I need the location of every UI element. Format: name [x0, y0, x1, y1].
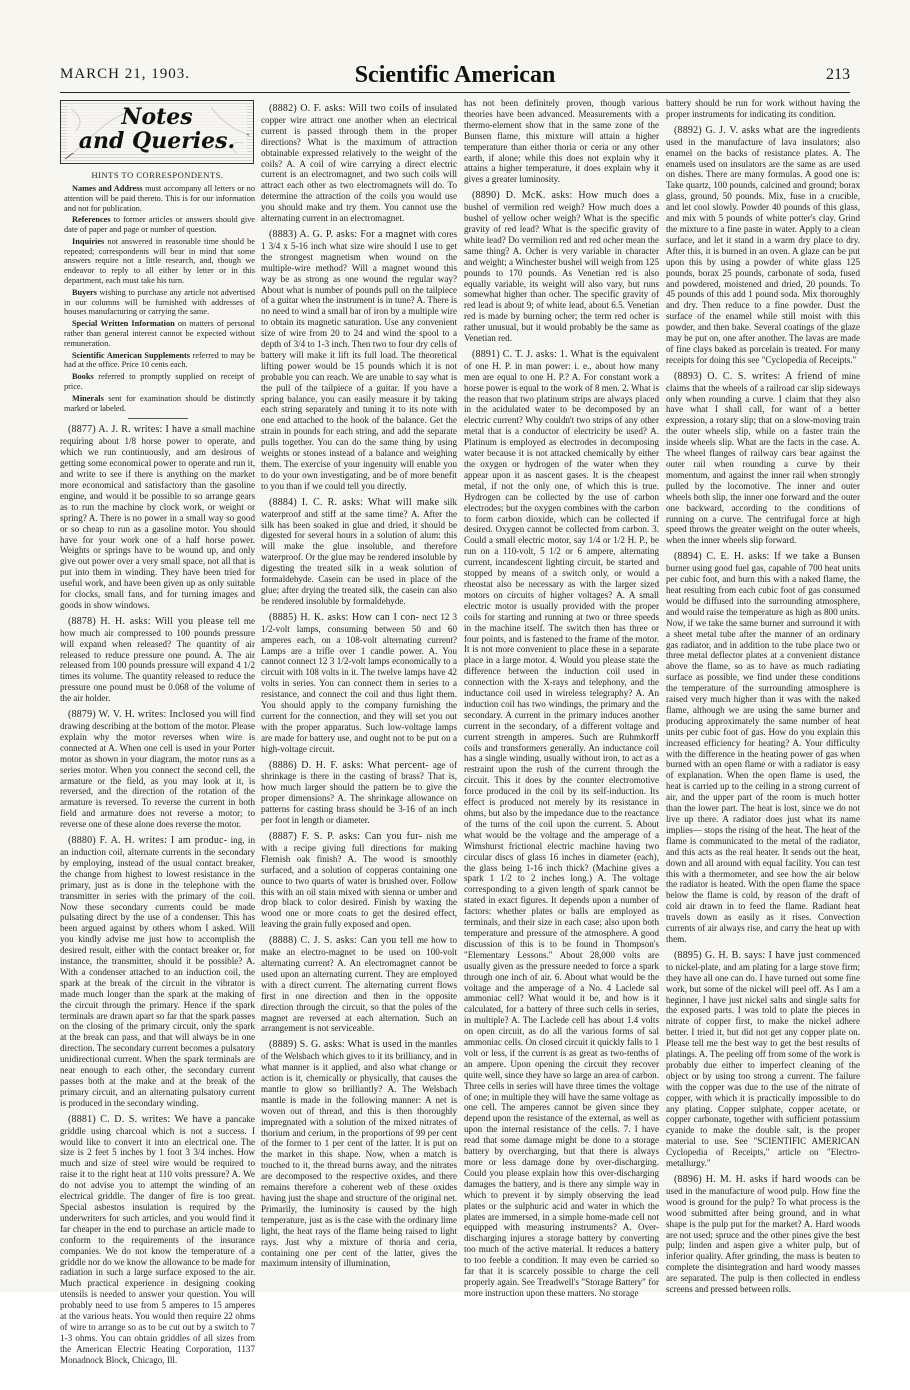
hint-text: wishing to purchase any article not advertised in our columns will be furnished with addresses of houses manufacturing or carrying the same. — [64, 287, 255, 317]
query-text: has not been definitely proven, though various theories have been advanced. Measurements with a thermo-element show that in the same zone of the Bunsen flame, this mixture will attain a higher temperature than either thoria or ceria or any other earth, if alone; while this does not explain why it attains a higher temperature, it does explain why it gives a greater luminosity. — [464, 98, 659, 185]
query-paragraph — [464, 349, 659, 1299]
query-paragraph — [666, 371, 860, 547]
query-heading: (8891) C. T. J. asks: 1. What is the — [472, 348, 619, 360]
hint-label: Minerals — [72, 393, 104, 403]
column-4-body — [666, 98, 860, 1295]
query-paragraph — [261, 831, 457, 930]
hint-item — [60, 184, 255, 213]
query-text: does a bushel of vermilion red weigh? How much does a bushel of yellow ocher weigh? What is the specific gravity of red lead? What is the specific gravity of white lead? Do vermilion red and red ocher mean the same thing? A. Ocher is very variable in character and weight; a Winchester bushel will weigh from 125 pounds to 170 pounds. As Venetian red is also equally variable, its weight will also vary, but runs somewhat higher than ocher. The specific gravity of red lead is about 9; of white lead, about 6.5. Venetian red is made by burning ocher; the term red ocher is rather unusual, but it would probably be the same as Venetian red. — [464, 190, 659, 344]
query-heading: (8892) G. J. V. asks what are the — [674, 124, 817, 136]
query-text: equivalent of one H. P. in man power: i. e., about how many men are equal to one H. P.? A. For constant work a horse power is equal to the work of 8 men. 2. What is the reason that two platinum strips are always placed in the acidulated water to be decomposed by an electric current? Why couldn't two strips of any other metal that is a conductor of electricity be used? A. Platinum is employed as electrodes in decomposing water because it is not attacked chemically by either the oxygen or hydrogen of the water when they appear upon it as nascent gases. It is the cheapest metal, if not the only one, of which this is true. Hydrogen can be collected by the use of carbon electrodes; but the oxygen combines with the carbon to form carbon dioxide, which can be collected if desired. Oxygen cannot be collected from carbon. 3. Could a small electric motor, say 1/4 or 1/2 H. P., be run on a 110-volt, 5 1/2 or 6 ampere, alternating current, incandescent lighting circuit, be started and stopped by means of a switch only, or would a rheostat also be necessary as with the larger sized motors on circuits of higher voltages? A. A small electric motor is usually provided with the proper coils for starting and running at two or three speeds in the machine itself. The switch then has three or four points, and is fastened to the frame of the motor. It is not more convenient to place these in a separate place in a large motor. 4. Would you please state the difference between the induction coil used in connection with the X-rays and telephony, and the inductance coil used in wireless telegraphy? A. An induction coil has two windings, the primary and the secondary. A current in the primary induces another current in the secondary, of a different voltage and current strength in amperes. Such are Ruhmkorff coils and transformers generally. An inductance coil has a single winding, usually without iron, to act as a restraint upon the rush of the current through the circuit. This it does by the counter electromotive force produced in the coil by its self-induction. Its effect is produced not merely by its resistance in ohms, but also by the impedance due to the reactance of the turns of the coil upon the current. 5. About what would be the voltage and the amperage of a Wimshurst frictional electric machine having two circular discs of glass 16 inches in diameter (each), the glass being 1-16 inch thick? (Machine gives a spark 1 1/2 to 2 inches long.) A. The voltage corresponding to a given length of spark cannot be stated in exact figures. It depends upon a number of factors: whether plates or balls are employed as terminals, and their size in each case; also upon both temperature and pressure of the atmosphere. A good discussion of this is to be found in Thompson's "Elementary Lessons." About 28,000 volts are usually given as the pressure needed to force a spark through one inch of air. 6. About what would be the voltage and the amperage of a No. 4 Laclede sal ammoniac cell? What would it be, and how is it calculated, for a battery of three such cells in series, in multiple? A. The Laclede cell has about 1.4 volts on open circuit, as do all the various forms of sal ammoniac cells. On closed circuit it quickly falls to 1 volt or less, if the current is as great as two-tenths of an ampere. Upon opening the circuit they recover quite well, since they have so large an area of carbon. Three cells in series will have three times the voltage of one; in multiple they will have the same voltage as one cell. The amperes cannot be given since they depend upon the resistance of the external, as well as upon the internal resistance of the cells. 7. I have read that some damage might be done to a storage battery by overcharging, but that there is always more or less damage done by over-discharging. Could you please explain how this over-discharging damages the battery, and is there any simple way in which to prevent it by simply observing the lead plates or the sulphuric acid and water in which the plates are immersed, in a simple home-made cell not equipped with measuring instruments? A. Over-discharging injures a storage battery by converting too much of the active material. It reduces a battery to too feeble a condition. It may even be carried so far that it is scarcely possible to charge the cell properly again. See Treadwell's "Storage Battery" for more instruction upon these matters. No storage — [464, 348, 659, 1298]
query-text: pancake griddle using charcoal which is not a success. I would like to convert it into an electrical one. The size is 2 feet 5 inches by 1 foot 3 3/4 inches. How much and size of steel wire would be required to raise it to the right heat at 110 volts pressure? A. We do not advise you to attempt the winding of an electrical griddle. The danger of fire is too great. Special asbestos insulation is required by the underwriters for such articles, and you would find it far cheaper in the end to purchase an article made to conform to the requirements of the insurance companies. We do not know the temperature of a griddle nor do we know the allowance to be made for radiation in such a large surface exposed to the air. Much practical experience in designing cooking utensils is needed to answer your question. You will probably need to use from 5 amperes to 15 amperes at the various heats. You would then require 22 ohms of wire to arrange so as to be cut out by a switch to 7 1-3 ohms. You can obtain griddles of all sizes from the American Electric Heating Corporation, 1137 Monadnock Block, Chicago, Ill. — [60, 1113, 255, 1365]
issue-date: MARCH 21, 1903. — [60, 66, 191, 82]
query-heading: (8884) I. C. R. asks: What will make — [269, 496, 440, 508]
query-paragraph — [464, 190, 659, 344]
hints-divider — [128, 418, 188, 419]
query-heading: (8890) D. McK. asks: How much — [472, 190, 628, 202]
query-paragraph — [261, 229, 457, 492]
query-paragraph — [60, 835, 255, 1109]
notes-and-queries-banner — [60, 100, 254, 164]
page-header — [60, 62, 850, 92]
query-heading: (8895) G. H. B. says: I have just — [674, 949, 814, 961]
query-paragraph — [261, 1039, 457, 1269]
query-paragraph — [666, 551, 860, 945]
query-text: nect 12 3 1/2-volt lamps, consuming between 50 and 60 amperes each, on a 108-volt alternating current? Lamps are a trifle over 1 candle power. A. You cannot connect 12 3 1/2-volt lamps economically to a circuit with 108 volts in it. The twelve lamps have 42 volts in series. You can connect them in series to a resistance, and connect the coil and thus light them. You should apply to the company furnishing the current for the connection, and they will set you out with the proper apparatus. Such low-voltage lamps are made for battery use, and ought not to be put on a high-voltage circuit. — [261, 611, 458, 754]
query-heading: (8886) D. H. F. asks: What percent- — [269, 759, 429, 771]
query-text: me how to make an electro-magnet to be used on 100-volt alternating current? A. An electromagnet cannot be used upon an alternating current. They are employed with a direct current. The alternating current flows first in one direction and then in the opposite direction through the circuit, so that the poles of the magnet are reversed at each alternation. Such an arrangement is not serviceable. — [261, 935, 457, 1034]
column-1-body — [60, 424, 255, 1365]
hint-label: Inquiries — [72, 236, 105, 246]
query-text: tell me how much air compressed to 100 pounds pressure will expand when released? The quantity of air released to reduce pressure one pound. A. The air released from 100 pounds pressure will expand 4 1/2 times its volume. The quantity released to reduce the pressure one pound must be 0.068 of the volume of the air holder. — [60, 615, 255, 704]
hint-label: References — [72, 215, 111, 225]
page-number: 213 — [826, 66, 850, 83]
query-heading: (8885) H. K. asks: How can I con- — [269, 611, 420, 623]
query-paragraph — [60, 616, 255, 704]
query-text: ing, in an induction coil, alternate currents in the secondary by employing, instead of the usual contact breaker, the change from highest to lowest resistance in the primary, just as is done in the telephone with the transmitter in series with the primary of the coil. Now these secondary currents could be made pulsating direct by the use of a condenser. This has been argued against by others whom I asked. Will you kindly advise me just how to accomplish the desired result, either with the contact breaker or, for instance, the transmitter, should it be possible? A. With a condenser attached to an induction coil, the spark at the break of the circuit in the vibrator is made much longer than the spark at the making of the circuit through the primary. Hence if the spark terminals are drawn apart so far that the spark passes on the closing of the primary circuit, only the spark at the break can pass, and that will always be in one direction. The secondary current becomes a pulsatory unidirectional current. When the spark terminals are near enough to each other, the secondary current passes both at the make and at the break of the primary circuit, and an alternating pulsatory current is produced in the secondary winding. — [60, 835, 256, 1108]
query-heading: (8894) C. E. H. asks: If we take a — [674, 551, 829, 563]
query-text: Bunsen burner using good fuel gas, capable of 700 heat units per cubic foot, and burn this with a naked flame, the heat resulting from each cubic foot of gas consumed would be diffused into the surrounding atmosphere, and would raise the temperature as high as 800 units. Now, if we take the same burner and surround it with a sheet metal tube after the manner of an ordinary gas radiator, and in addition to the tube place two or three metal deflector plates at a convenient distance above the flame, so as to have as much radiating surface as possible, we find under these conditions the temperature of the surrounding atmosphere is raised very much higher than it was with the naked flame, although we are using the same burner and producing approximately the same number of heat units per cubic foot of gas. How do you explain this increased efficiency for heating? A. Your difficulty with the difference in the heating power of gas when burned with an open flame or with a radiator is easy of explanation. When the open flame is used, the heat is carried up to the ceiling in a strong current of air, and the upper part of the room is much hotter than the lower part. The heat is lost, since we do not live up there. A radiator does just what its name implies— stops the rising of the heat. The heat of the flame is communicated to the metal of the radiator, and this acts as the real heater. It sends out the heat, down and all around with equal facility. You can test this with a thermometer, and see how the air below the radiator is heated. With the open flame the space below the flame is cold, by reason of the draft of cold air drawn in to feed the flame. Radiant heat travels down as easily as it rises. Convection currents of air always rise, and carry the heat up with them. — [666, 551, 860, 944]
hint-text: on matters of personal rather than general interest cannot be expected without remuneration. — [64, 319, 255, 348]
query-paragraph — [261, 760, 457, 826]
query-paragraph — [60, 1114, 255, 1366]
query-text: insulated copper wire attract one another when an electrical current is passed through them in the proper directions? What is the maximum of attraction obtainable expressed relatively to the weight of the coils? A. A coil of wire carrying a direct electric current is an electromagnet, and two such coils will attract each other as two electromagnets will do. To determine the attraction of the coils you would use you should make and try them. You cannot use the alternating current in an electromagnet. — [261, 103, 457, 224]
query-paragraph — [464, 98, 659, 185]
hints-title: HINTS TO CORRESPONDENTS. — [91, 170, 224, 180]
hint-label: Names and Address — [72, 183, 143, 193]
banner-line-1: Notes — [121, 104, 193, 130]
query-paragraph — [60, 424, 255, 610]
query-paragraph — [666, 1174, 860, 1295]
query-heading: (8887) F. S. P. asks: Can you fur- — [269, 831, 423, 842]
query-heading: (8882) O. F. asks: Will two coils of — [269, 103, 422, 114]
query-paragraph — [666, 125, 860, 366]
query-paragraph — [261, 935, 457, 1034]
header-rule — [60, 92, 850, 93]
hint-text: not answered in reasonable time should be repeated; correspondents will bear in mind that some answers require not a little research, and, though we endeavor to reply to all either by letter or in this department, each must take his turn. — [64, 236, 255, 286]
hint-item — [60, 237, 255, 286]
column-3 — [464, 98, 659, 1298]
query-paragraph — [261, 103, 457, 224]
query-text: nish me with a recipe giving full directions for making Flemish oak finish? A. The wood is smoothly surfaced, and a solution of copperas containing one ounce to two quarts of water is brushed over. Follow this with an oil stain mixed with sienna or umber and drop black to color desired. Finish by waxing the wood one or more coats to get the desired effect, leaving the grain fully exposed and open. — [261, 831, 457, 930]
query-paragraph — [666, 950, 860, 1169]
query-heading: (8878) H. H. asks: Will you please — [68, 615, 225, 627]
query-paragraph — [60, 709, 255, 830]
query-text: ingredients used in the manufacture of lava insulators; also enamel on the backs of resistance plates. A. The enamels used on insulators are the same as are used on dishes. There are many formulas. A good one is: Take quartz, 100 pounds, calcined and ground; borax glass, ground, 50 pounds. Mix, fuse in a crucible, and let cool slowly. Powder 40 pounds of this glass, and mix with 5 pounds of white potter's clay. Grind the mixture to a fine paste in water. Apply to a clean surface, and let it stand in a warm dry place to dry. After this, it is burned in an oven. A glaze can be put upon this by using a powder of white glass 125 pounds, borax 25 pounds, carbonate of soda, fused and powdered, moistened and dried, 20 pounds. To 45 pounds of this add 1 pound soda. Mix thoroughly and dry. Then reduce to a fine powder. Dust the surface of the enamel while still moist with this powder, and then bake. Several coatings of the glaze may be put on, one after another. The lavas are made of fine clays baked as porcelain is treated. For many receipts for doing this see "Cyclopedia of Receipts." — [666, 124, 860, 365]
query-paragraph — [261, 612, 457, 755]
hint-text: sent for examination should be distinctly marked or labeled. — [64, 393, 255, 413]
query-heading: (8888) C. J. S. asks: Can you tell — [269, 935, 414, 947]
hint-label: Special Written Information — [72, 319, 175, 329]
banner-heading — [67, 105, 247, 153]
query-heading: (8881) C. D. S. writes: We have a — [68, 1113, 222, 1125]
hint-text: referred to may be had at the office. Price 10 cents each. — [64, 350, 255, 370]
hint-text: must accompany all letters or no attention will be paid thereto. This is for our information and not for publication. — [64, 183, 255, 213]
hint-item — [60, 351, 255, 371]
query-heading: (8880) F. A. H. writes: I am produc- — [68, 835, 228, 847]
hint-item — [60, 319, 255, 348]
query-heading: (8877) A. J. R. writes: I have a — [68, 424, 200, 436]
banner-line-2: and Queries. — [78, 128, 236, 154]
query-paragraph — [666, 98, 860, 120]
query-heading: (8896) H. M. H. asks if hard woods — [674, 1174, 832, 1185]
hint-item — [60, 288, 255, 317]
hint-item — [60, 394, 255, 414]
query-text: commenced to nickel-plate, and am plating for a large stove firm; they have all one can do. I have turned out some fine work, but some of the nickel will peel off. As I am a beginner, I have just nickel salts and single salts for the exposed parts. I was told to plate the pieces in nitrate of copper first, to make the nickel adhere better. I tried it, but did not get any copper plate on. Please tell me the best way to get the best results of platings. A. The peeling off from some of the work is probably due either to imperfect cleaning of the object or by using too strong a current. The failure with the copper was due to the use of the nitrate of copper, with which it is practically impossible to do any plating. Copper sulphate, copper acetate, or copper carbonate, together with sufficient potassium cyanide to make the double salt, is the proper material to use. See "SCIENTIFIC AMERICAN Cyclopedia of Receipts," article on "Electro-metallurgy." — [666, 949, 860, 1169]
query-heading: (8879) W. V. H. writes: Inclosed — [68, 709, 205, 721]
hint-item — [60, 215, 255, 235]
hint-label: Books — [72, 372, 94, 382]
hint-text: referred to promptly supplied on receipt of price. — [64, 372, 255, 392]
query-text: silk waterproof and stiff at the same time? A. After the silk has been soaked in glue and dried, it should be digested for several hours in a solution of alum: this will make the glue insoluble, and therefore waterproof. Or the glue may be rendered insoluble by digesting the treated silk in a weak solution of formaldehyde. Casein can be used in place of the glue; after drying the treated silk, the casein can also be rendered insoluble by formaldehyde. — [261, 496, 457, 606]
query-text: mine claims that the wheels of a railroad car slip sideways only when rounding a curve. I claim that they also have what I shall call, for want of a better expression, a rotary slip; that on a slow-moving train the outer wheels slip, while on a faster train the inside wheels slip. What are the facts in the case. A. The wheel flanges of railway cars bear against the outer rail when rounding a curve by their momentum, and against the inner rail when strongly pulled by the locomotive. The inner and outer wheels both slip, the inner one forward and the outer one backward, according to the conditions of running on a curve. The centrifugal force at high speed throws the greater weight on the outer wheels, when the inner wheels slip forward. — [666, 370, 860, 546]
publication-title: Scientific American — [354, 62, 556, 88]
hint-label: Buyers — [72, 287, 97, 297]
query-text: with cores 1 3/4 x 5-16 inch what size wire should I use to get the strongest magnetism when wound on the multiple-wire method? Will a magnet wound this way be as strong as one wound the regular way? About what is number of pounds pull on the tailpiece of a guitar when the instrument is in tune? A. There is no need to wind a small bar of iron by a multiple wire to obtain its magnetic saturation. Use any convenient size of wire from 20 to 24 and wind the spool to a depth of 3/4 to 1-3 inch. Then two to four dry cells of battery will make it lift its full load. The theoretical lifting power would be 15 pounds which it is not probable you can reach. We are unable to say what is the pull of the tailpiece of a guitar. If you have a spring balance, you can easily measure it by taking each string separately and tuning it to its note with one end attached to the hook of the balance. Get the strain in pounds for each string, and add the separate pulls together. You can do the same thing by using weights or stones instead of a balance and weighing them. The exercise of your ingenuity will enable you to do your own investigating, and be of more benefit to you than if we could tell you directly. — [261, 228, 457, 491]
query-text: age of shrinkage is there in the casting of brass? That is, how much larger should the pattern be to give the proper dimensions? A. The shrinkage allowance on patterns for casting brass should be 3-16 of an inch per foot in length or diameter. — [261, 759, 458, 826]
hint-text: to former articles or answers should give date of paper and page or number of question. — [64, 215, 255, 235]
hint-item — [60, 372, 255, 392]
query-heading: (8883) A. G. P. asks: For a magnet — [269, 228, 417, 240]
hints-list — [60, 184, 255, 414]
query-text: the mantles of the Welsbach which gives to it its brilliancy, and in what manner is it applied, and also what change or action is it, chemically or physically, that causes the mantle to glow so brilliantly? A. The Welsbach mantle is made in the following manner: A net is woven out of thread, and this is then thoroughly impregnated with a solution of the mixed nitrates of thorium and cerium, in the proportions of 99 per cent of the former to 1 per cent of the latter. It is put on the market in this shape. Now, when a match is touched to it, the thread burns away, and the nitrates are decomposed to the respective oxides, and there remains therefore a coherent web of these oxides having just the shape and structure of the original net. Primarily, the luminosity is caused by the high temperature, just as is the case with the ordinary lime light, the heat rays of the flame being raised to light rays. Just why a mixture of thoria and ceria, containing one per cent of the latter, gives the maximum intensity of illumination, — [261, 1039, 457, 1269]
column-2 — [261, 98, 457, 1278]
hint-label: Scientific American Supplements — [72, 350, 191, 360]
column-4 — [666, 98, 860, 1295]
query-heading: (8893) O. C. S. writes: A friend of — [674, 370, 837, 382]
query-text: can be used in the manufacture of wood pulp. How fine the wood is ground for the pulp? To what process is the wood submitted after being ground, and in what shape is the pulp put for the market? A. Hard woods are not used; spruce and the other pines give the best pulp; linden and aspen give a whiter pulp, but of inferior quality. After grinding, the mass is beaten to complete the disintegration and hard woody masses are separated. The pulp is then collected in endless screens and pressed between rolls. — [666, 1174, 860, 1295]
query-text: you will find drawing describing at the bottom of the motor. Please explain why the motor reverses when wire is connected at A. When one cell is used in your Porter motor as shown in your diagram, the motor runs as a series motor. When you connect the second cell, the armature or the field, as you may look at it, is reversed, and the direction of the rotation of the armature is reversed. To reverse the current in both field and armature does not reverse a motor; to reverse one of these alone does reverse the motor. — [60, 709, 256, 830]
query-paragraph — [261, 497, 457, 607]
column-3-body — [464, 98, 659, 1299]
query-heading: (8889) S. G. asks: What is used in — [269, 1039, 413, 1051]
query-text: battery should be run for work without having the proper instruments for indicating its condition. — [666, 98, 860, 119]
query-text: small machine requiring about 1/8 horse power to operate, and which we run continuously, and am desirous of getting some economical power to operate and run it, and write to see if there is anything on the market more economical and satisfactory than the gasoline engine, and would it be possible to so arrange gears as to run the machine by clock work, or weight or spring? A. There is no power in a small way so good or so cheap to run as a gasoline motor. You should have for your work one of a half horse power. Weights or springs have to be wound up, and only give out power over a very small space, not all that is put into them in winding. They have been tried for useful work, and have been given up as only suitable for clocks, small fans, and for turning images and goods in show windows. — [60, 424, 256, 610]
column-1 — [60, 98, 256, 1365]
column-2-body — [261, 103, 457, 1269]
